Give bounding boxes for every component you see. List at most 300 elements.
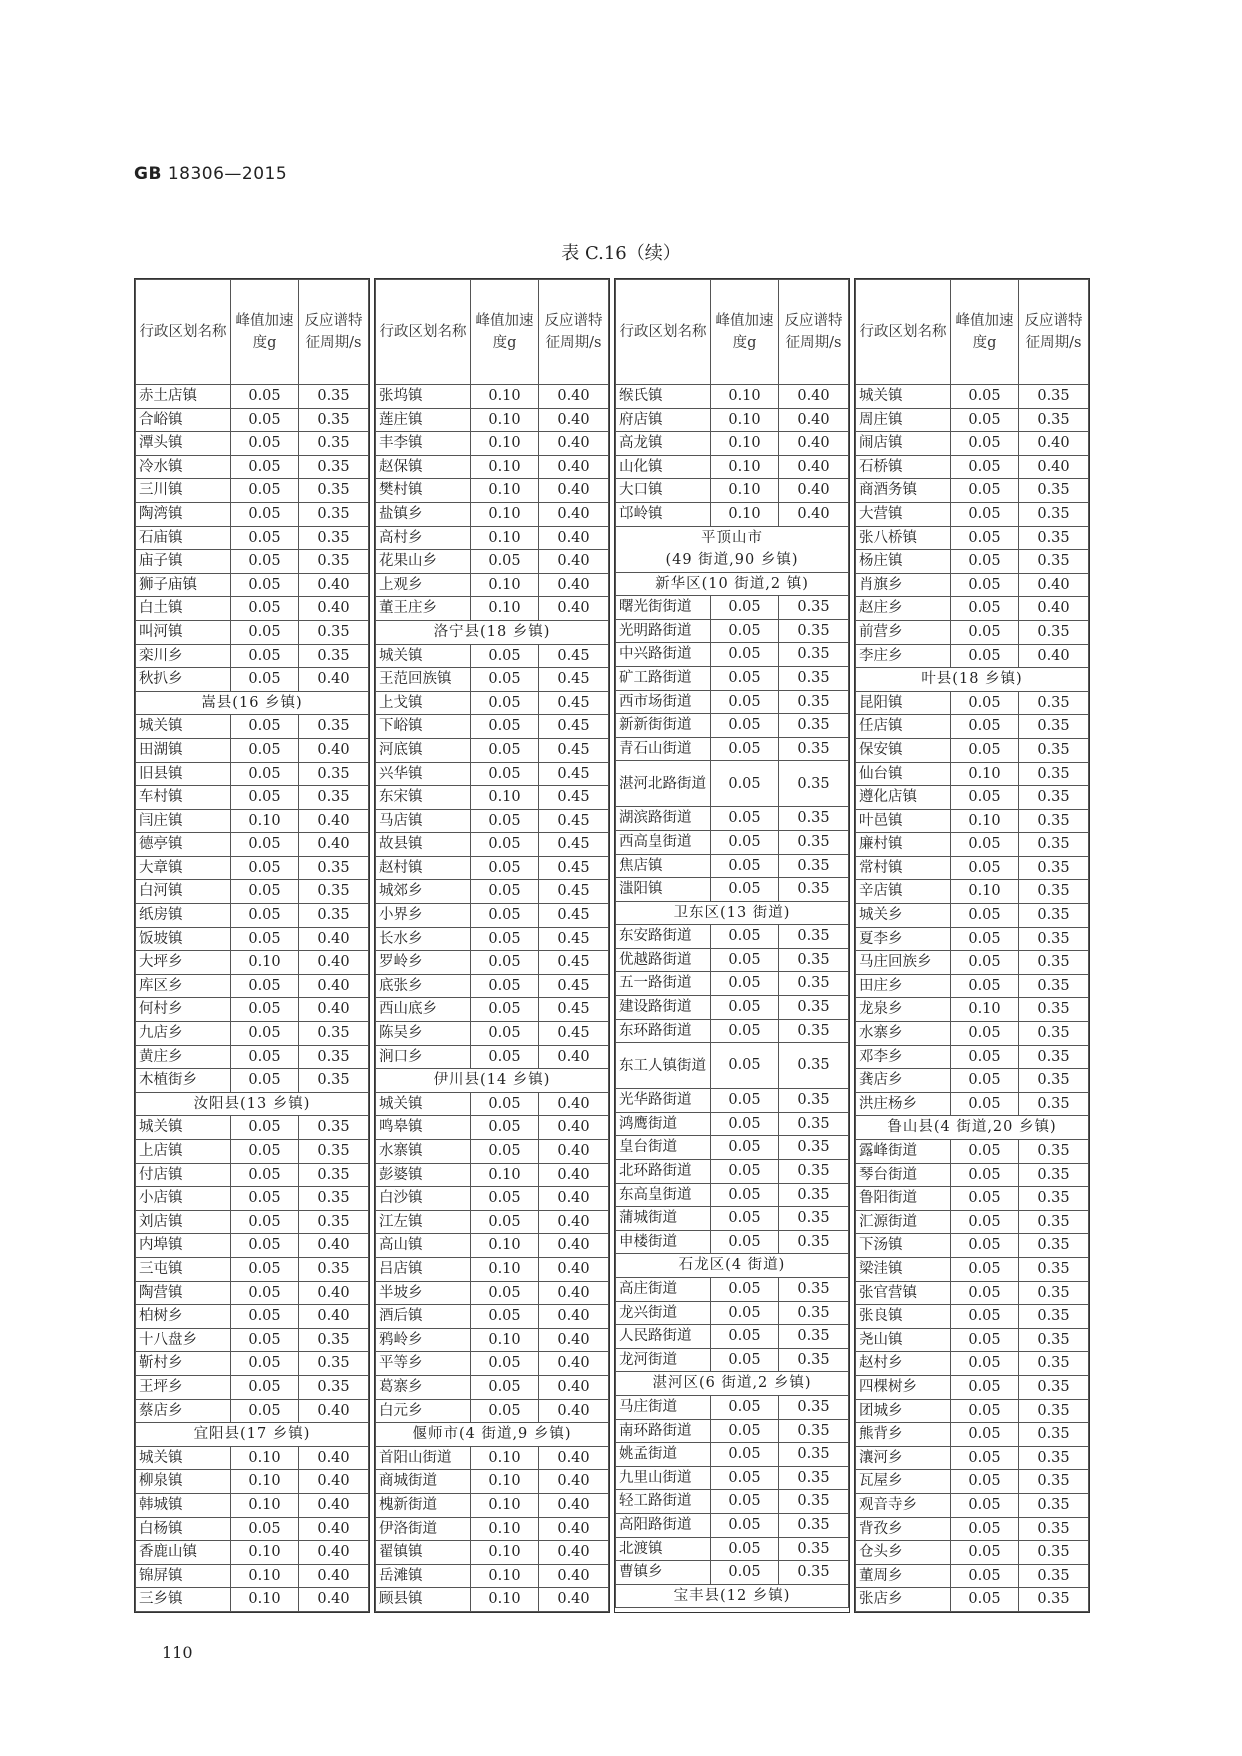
- cell-name: 廉村镇: [856, 833, 951, 857]
- table-row: [856, 1352, 1089, 1376]
- table-row: [136, 1470, 369, 1494]
- cell-peak-acceleration: 0.05: [951, 1140, 1019, 1164]
- group-heading: 宝丰县(12 乡镇): [616, 1584, 849, 1608]
- cell-name: 东工人镇街道: [616, 1043, 711, 1089]
- table-row: [136, 974, 369, 998]
- cell-characteristic-period: 0.45: [539, 644, 609, 668]
- cell-name: 城关镇: [376, 644, 471, 668]
- table-row: [856, 974, 1089, 998]
- table-row: [616, 1537, 849, 1561]
- cell-peak-acceleration: 0.10: [471, 432, 539, 456]
- cell-characteristic-period: 0.40: [539, 1399, 609, 1423]
- cell-name: 叫河镇: [136, 620, 231, 644]
- table-row: [136, 597, 369, 621]
- table-row: [136, 833, 369, 857]
- table-row: [376, 479, 609, 503]
- table-row: [136, 1328, 369, 1352]
- table-row: [616, 830, 849, 854]
- cell-name: 西高皇街道: [616, 830, 711, 854]
- cell-characteristic-period: 0.35: [779, 1278, 849, 1302]
- cell-name: 高龙镇: [616, 432, 711, 456]
- cell-characteristic-period: 0.40: [299, 809, 369, 833]
- cell-peak-acceleration: 0.05: [711, 1466, 779, 1490]
- table-row: [376, 880, 609, 904]
- cell-characteristic-period: 0.35: [779, 854, 849, 878]
- cell-characteristic-period: 0.35: [779, 1466, 849, 1490]
- table-row: [136, 951, 369, 975]
- table-row: [856, 738, 1089, 762]
- table-row: [376, 1375, 609, 1399]
- table-row: [136, 738, 369, 762]
- cell-name: 庙子镇: [136, 550, 231, 574]
- cell-name: 露峰街道: [856, 1140, 951, 1164]
- table-row: [376, 1588, 609, 1612]
- table-row: [136, 1187, 369, 1211]
- table-block-4: [854, 278, 1090, 1613]
- cell-peak-acceleration: 0.05: [231, 762, 299, 786]
- cell-peak-acceleration: 0.05: [231, 1163, 299, 1187]
- cell-peak-acceleration: 0.05: [471, 1352, 539, 1376]
- cell-characteristic-period: 0.40: [779, 479, 849, 503]
- cell-characteristic-period: 0.35: [299, 1352, 369, 1376]
- table-row: [856, 1045, 1089, 1069]
- table-row: [136, 1281, 369, 1305]
- cell-name: 仙台镇: [856, 762, 951, 786]
- group-row: [136, 1423, 369, 1447]
- table-row: [856, 951, 1089, 975]
- cell-peak-acceleration: 0.05: [951, 620, 1019, 644]
- table-row: [856, 526, 1089, 550]
- cell-peak-acceleration: 0.05: [711, 1301, 779, 1325]
- cell-characteristic-period: 0.40: [299, 1399, 369, 1423]
- cell-name: 杨庄镇: [856, 550, 951, 574]
- table-row: [616, 1112, 849, 1136]
- table-row: [616, 666, 849, 690]
- cell-characteristic-period: 0.35: [1019, 1375, 1089, 1399]
- cell-peak-acceleration: 0.05: [711, 596, 779, 620]
- cell-characteristic-period: 0.35: [1019, 1140, 1089, 1164]
- cell-characteristic-period: 0.40: [539, 1375, 609, 1399]
- table-row: [376, 1399, 609, 1423]
- table-row: [856, 432, 1089, 456]
- cell-peak-acceleration: 0.10: [471, 1470, 539, 1494]
- cell-peak-acceleration: 0.05: [231, 786, 299, 810]
- cell-name: 三乡镇: [136, 1588, 231, 1612]
- cell-characteristic-period: 0.40: [1019, 597, 1089, 621]
- cell-characteristic-period: 0.40: [539, 526, 609, 550]
- cell-peak-acceleration: 0.05: [951, 1517, 1019, 1541]
- cell-characteristic-period: 0.45: [539, 974, 609, 998]
- cell-peak-acceleration: 0.10: [471, 526, 539, 550]
- cell-characteristic-period: 0.35: [299, 1328, 369, 1352]
- cell-characteristic-period: 0.35: [1019, 1423, 1089, 1447]
- cell-name: 小界乡: [376, 904, 471, 928]
- cell-peak-acceleration: 0.10: [471, 1588, 539, 1612]
- table-row: [616, 1160, 849, 1184]
- header-name: 行政区划名称: [376, 280, 471, 385]
- table-row: [856, 644, 1089, 668]
- group-heading: 新华区(10 街道,2 镇): [616, 572, 849, 596]
- cell-characteristic-period: 0.35: [299, 1163, 369, 1187]
- cell-peak-acceleration: 0.05: [711, 761, 779, 807]
- table-row: [136, 904, 369, 928]
- cell-peak-acceleration: 0.05: [711, 807, 779, 831]
- cell-characteristic-period: 0.40: [299, 974, 369, 998]
- cell-peak-acceleration: 0.10: [711, 385, 779, 409]
- table-row: [376, 550, 609, 574]
- table-row: [376, 1493, 609, 1517]
- cell-characteristic-period: 0.35: [779, 1325, 849, 1349]
- cell-name: 东环路街道: [616, 1019, 711, 1043]
- cell-name: 赵保镇: [376, 455, 471, 479]
- cell-peak-acceleration: 0.05: [711, 854, 779, 878]
- cell-characteristic-period: 0.40: [539, 1305, 609, 1329]
- cell-peak-acceleration: 0.05: [951, 1375, 1019, 1399]
- table-row: [376, 455, 609, 479]
- cell-name: 董王庄乡: [376, 597, 471, 621]
- cell-peak-acceleration: 0.10: [711, 455, 779, 479]
- cell-characteristic-period: 0.40: [539, 597, 609, 621]
- cell-peak-acceleration: 0.05: [711, 948, 779, 972]
- cell-name: 张店乡: [856, 1588, 951, 1612]
- cell-peak-acceleration: 0.05: [231, 1140, 299, 1164]
- table-row: [616, 1348, 849, 1372]
- cell-name: 前营乡: [856, 620, 951, 644]
- table-row: [856, 1423, 1089, 1447]
- cell-characteristic-period: 0.35: [1019, 1470, 1089, 1494]
- cell-characteristic-period: 0.35: [1019, 550, 1089, 574]
- cell-name: 昆阳镇: [856, 691, 951, 715]
- cell-characteristic-period: 0.35: [1019, 1328, 1089, 1352]
- cell-characteristic-period: 0.40: [299, 573, 369, 597]
- cell-characteristic-period: 0.35: [779, 1490, 849, 1514]
- cell-peak-acceleration: 0.05: [471, 904, 539, 928]
- table-row: [376, 502, 609, 526]
- cell-characteristic-period: 0.35: [1019, 1588, 1089, 1612]
- table-row: [616, 1043, 849, 1089]
- cell-characteristic-period: 0.40: [539, 1116, 609, 1140]
- cell-peak-acceleration: 0.05: [231, 1257, 299, 1281]
- cell-characteristic-period: 0.35: [1019, 1517, 1089, 1541]
- cell-name: 北渡镇: [616, 1537, 711, 1561]
- cell-peak-acceleration: 0.05: [231, 1045, 299, 1069]
- cell-characteristic-period: 0.40: [299, 1470, 369, 1494]
- cell-characteristic-period: 0.35: [299, 1187, 369, 1211]
- group-row: [616, 1254, 849, 1278]
- cell-characteristic-period: 0.35: [299, 762, 369, 786]
- cell-name: 周庄镇: [856, 408, 951, 432]
- table-row: [616, 1019, 849, 1043]
- cell-characteristic-period: 0.35: [299, 904, 369, 928]
- cell-characteristic-period: 0.35: [779, 1183, 849, 1207]
- cell-characteristic-period: 0.40: [1019, 573, 1089, 597]
- cell-peak-acceleration: 0.10: [231, 1470, 299, 1494]
- cell-peak-acceleration: 0.05: [471, 927, 539, 951]
- cell-name: 田湖镇: [136, 738, 231, 762]
- cell-peak-acceleration: 0.05: [951, 1328, 1019, 1352]
- table-row: [616, 643, 849, 667]
- cell-name: 白沙镇: [376, 1187, 471, 1211]
- cell-characteristic-period: 0.40: [539, 1281, 609, 1305]
- cell-characteristic-period: 0.35: [1019, 1399, 1089, 1423]
- header-characteristic-period: 反应谱特征周期/s: [779, 280, 849, 385]
- cell-characteristic-period: 0.35: [779, 1513, 849, 1537]
- table-row: [136, 1541, 369, 1565]
- table-row: [856, 1470, 1089, 1494]
- cell-name: 赵庄乡: [856, 597, 951, 621]
- cell-name: 葛寨乡: [376, 1375, 471, 1399]
- cell-peak-acceleration: 0.05: [231, 1210, 299, 1234]
- cell-characteristic-period: 0.45: [539, 927, 609, 951]
- cell-characteristic-period: 0.35: [779, 619, 849, 643]
- cell-peak-acceleration: 0.10: [231, 951, 299, 975]
- table-row: [376, 1257, 609, 1281]
- cell-characteristic-period: 0.40: [299, 738, 369, 762]
- cell-peak-acceleration: 0.05: [471, 856, 539, 880]
- table-row: [136, 1163, 369, 1187]
- cell-name: 旧县镇: [136, 762, 231, 786]
- table-row: [856, 1328, 1089, 1352]
- table-row: [616, 737, 849, 761]
- cell-name: 梁洼镇: [856, 1257, 951, 1281]
- table-row: [136, 1045, 369, 1069]
- cell-peak-acceleration: 0.05: [711, 1278, 779, 1302]
- cell-peak-acceleration: 0.10: [231, 1446, 299, 1470]
- table-row: [376, 1281, 609, 1305]
- table-row: [616, 948, 849, 972]
- cell-name: 城关镇: [136, 1446, 231, 1470]
- table-row: [136, 1140, 369, 1164]
- cell-peak-acceleration: 0.05: [711, 1395, 779, 1419]
- table-row: [376, 715, 609, 739]
- cell-characteristic-period: 0.40: [539, 1588, 609, 1612]
- group-heading: 偃师市(4 街道,9 乡镇): [376, 1423, 609, 1447]
- table-row: [856, 479, 1089, 503]
- cell-name: 常村镇: [856, 856, 951, 880]
- cell-characteristic-period: 0.40: [299, 951, 369, 975]
- cell-characteristic-period: 0.35: [779, 1207, 849, 1231]
- cell-name: 湛河北路街道: [616, 761, 711, 807]
- cell-name: 纸房镇: [136, 904, 231, 928]
- cell-peak-acceleration: 0.05: [231, 974, 299, 998]
- cell-peak-acceleration: 0.05: [951, 432, 1019, 456]
- cell-peak-acceleration: 0.05: [711, 1019, 779, 1043]
- cell-peak-acceleration: 0.10: [471, 1234, 539, 1258]
- cell-peak-acceleration: 0.05: [231, 927, 299, 951]
- cell-characteristic-period: 0.40: [539, 1541, 609, 1565]
- cell-peak-acceleration: 0.10: [711, 408, 779, 432]
- cell-peak-acceleration: 0.05: [951, 1588, 1019, 1612]
- table-row: [136, 1446, 369, 1470]
- cell-peak-acceleration: 0.05: [471, 550, 539, 574]
- cell-peak-acceleration: 0.05: [231, 1069, 299, 1093]
- table-row: [616, 1513, 849, 1537]
- cell-peak-acceleration: 0.05: [231, 1352, 299, 1376]
- cell-peak-acceleration: 0.05: [471, 880, 539, 904]
- cell-characteristic-period: 0.35: [1019, 1281, 1089, 1305]
- cell-characteristic-period: 0.40: [539, 1352, 609, 1376]
- cell-peak-acceleration: 0.05: [471, 1045, 539, 1069]
- table-row: [616, 1490, 849, 1514]
- table-row: [376, 1187, 609, 1211]
- cell-characteristic-period: 0.35: [299, 408, 369, 432]
- table-row: [616, 455, 849, 479]
- table-row: [136, 880, 369, 904]
- table-row: [136, 1305, 369, 1329]
- group-row: [616, 1584, 849, 1608]
- cell-name: 姚孟街道: [616, 1443, 711, 1467]
- group-row: [376, 1069, 609, 1093]
- cell-characteristic-period: 0.35: [1019, 620, 1089, 644]
- cell-characteristic-period: 0.35: [299, 1069, 369, 1093]
- table-row: [856, 1375, 1089, 1399]
- cell-name: 马庄回族乡: [856, 951, 951, 975]
- cell-characteristic-period: 0.40: [539, 1092, 609, 1116]
- cell-characteristic-period: 0.40: [539, 455, 609, 479]
- cell-peak-acceleration: 0.05: [711, 1490, 779, 1514]
- cell-name: 闹店镇: [856, 432, 951, 456]
- cell-name: 大章镇: [136, 856, 231, 880]
- group-row: [856, 1116, 1089, 1140]
- table-row: [376, 904, 609, 928]
- cell-characteristic-period: 0.40: [299, 927, 369, 951]
- cell-name: 叶邑镇: [856, 809, 951, 833]
- table-row: [856, 1281, 1089, 1305]
- table-row: [856, 809, 1089, 833]
- cell-peak-acceleration: 0.05: [471, 1305, 539, 1329]
- cell-characteristic-period: 0.40: [779, 502, 849, 526]
- cell-characteristic-period: 0.40: [539, 408, 609, 432]
- cell-name: 冷水镇: [136, 455, 231, 479]
- cell-peak-acceleration: 0.10: [471, 408, 539, 432]
- table-row: [136, 385, 369, 409]
- table-row: [856, 1069, 1089, 1093]
- table-row: [616, 854, 849, 878]
- group-heading: 嵩县(16 乡镇): [136, 691, 369, 715]
- cell-peak-acceleration: 0.05: [231, 998, 299, 1022]
- cell-characteristic-period: 0.40: [299, 833, 369, 857]
- cell-peak-acceleration: 0.05: [471, 738, 539, 762]
- cell-characteristic-period: 0.35: [1019, 762, 1089, 786]
- cell-name: 保安镇: [856, 738, 951, 762]
- cell-peak-acceleration: 0.05: [231, 385, 299, 409]
- cell-characteristic-period: 0.35: [1019, 479, 1089, 503]
- cell-characteristic-period: 0.45: [539, 951, 609, 975]
- cell-peak-acceleration: 0.05: [711, 925, 779, 949]
- table-row: [376, 1210, 609, 1234]
- table-row: [376, 809, 609, 833]
- table-row: [856, 786, 1089, 810]
- cell-name: 汇源街道: [856, 1210, 951, 1234]
- cell-characteristic-period: 0.35: [1019, 974, 1089, 998]
- cell-name: 底张乡: [376, 974, 471, 998]
- cell-peak-acceleration: 0.10: [231, 1564, 299, 1588]
- cell-name: 轻工路街道: [616, 1490, 711, 1514]
- cell-characteristic-period: 0.35: [779, 925, 849, 949]
- cell-peak-acceleration: 0.05: [711, 1443, 779, 1467]
- cell-characteristic-period: 0.35: [299, 644, 369, 668]
- group-row: [616, 901, 849, 925]
- cell-name: 柏树乡: [136, 1305, 231, 1329]
- standard-code: 18306—2015: [167, 164, 288, 184]
- table-row: [376, 1116, 609, 1140]
- cell-peak-acceleration: 0.10: [711, 502, 779, 526]
- table-row: [856, 1257, 1089, 1281]
- cell-name: 合峪镇: [136, 408, 231, 432]
- table-row: [136, 786, 369, 810]
- cell-peak-acceleration: 0.10: [951, 809, 1019, 833]
- cell-name: 矿工路街道: [616, 666, 711, 690]
- cell-characteristic-period: 0.35: [779, 1348, 849, 1372]
- cell-peak-acceleration: 0.05: [711, 690, 779, 714]
- table-row: [856, 927, 1089, 951]
- cell-characteristic-period: 0.35: [299, 786, 369, 810]
- cell-peak-acceleration: 0.05: [951, 786, 1019, 810]
- cell-name: 九店乡: [136, 1022, 231, 1046]
- cell-name: 邙岭镇: [616, 502, 711, 526]
- cell-name: 白元乡: [376, 1399, 471, 1423]
- cell-characteristic-period: 0.35: [1019, 927, 1089, 951]
- cell-peak-acceleration: 0.05: [231, 1375, 299, 1399]
- cell-name: 城关镇: [856, 385, 951, 409]
- cell-characteristic-period: 0.35: [299, 385, 369, 409]
- table-row: [376, 1163, 609, 1187]
- cell-name: 东安路街道: [616, 925, 711, 949]
- table-row: [136, 502, 369, 526]
- cell-characteristic-period: 0.35: [1019, 1045, 1089, 1069]
- table-row: [616, 1395, 849, 1419]
- cell-peak-acceleration: 0.10: [951, 998, 1019, 1022]
- cell-peak-acceleration: 0.05: [231, 1234, 299, 1258]
- table-row: [136, 856, 369, 880]
- table-row: [136, 1564, 369, 1588]
- table-row: [136, 668, 369, 692]
- cell-peak-acceleration: 0.05: [951, 1187, 1019, 1211]
- cell-name: 饭坡镇: [136, 927, 231, 951]
- cell-characteristic-period: 0.40: [539, 1493, 609, 1517]
- cell-characteristic-period: 0.35: [299, 1140, 369, 1164]
- cell-name: 仓头乡: [856, 1541, 951, 1565]
- cell-peak-acceleration: 0.10: [471, 1493, 539, 1517]
- table-row: [376, 1470, 609, 1494]
- cell-name: 新新街街道: [616, 714, 711, 738]
- cell-characteristic-period: 0.40: [299, 668, 369, 692]
- cell-peak-acceleration: 0.05: [231, 833, 299, 857]
- cell-characteristic-period: 0.40: [539, 1163, 609, 1187]
- table-row: [856, 1541, 1089, 1565]
- cell-name: 南环路街道: [616, 1419, 711, 1443]
- cell-peak-acceleration: 0.05: [231, 573, 299, 597]
- table-row: [616, 619, 849, 643]
- cell-name: 陶营镇: [136, 1281, 231, 1305]
- cell-characteristic-period: 0.45: [539, 880, 609, 904]
- cell-characteristic-period: 0.35: [299, 1210, 369, 1234]
- cell-peak-acceleration: 0.05: [471, 644, 539, 668]
- cell-peak-acceleration: 0.10: [471, 479, 539, 503]
- group-heading: 卫东区(13 街道): [616, 901, 849, 925]
- cell-name: 鸣皋镇: [376, 1116, 471, 1140]
- cell-peak-acceleration: 0.10: [471, 1517, 539, 1541]
- cell-peak-acceleration: 0.05: [711, 714, 779, 738]
- cell-name: 平等乡: [376, 1352, 471, 1376]
- table-row: [376, 927, 609, 951]
- cell-characteristic-period: 0.45: [539, 786, 609, 810]
- cell-peak-acceleration: 0.05: [951, 1092, 1019, 1116]
- group-row: [616, 572, 849, 596]
- cell-characteristic-period: 0.40: [1019, 432, 1089, 456]
- table-row: [856, 1517, 1089, 1541]
- cell-name: 库区乡: [136, 974, 231, 998]
